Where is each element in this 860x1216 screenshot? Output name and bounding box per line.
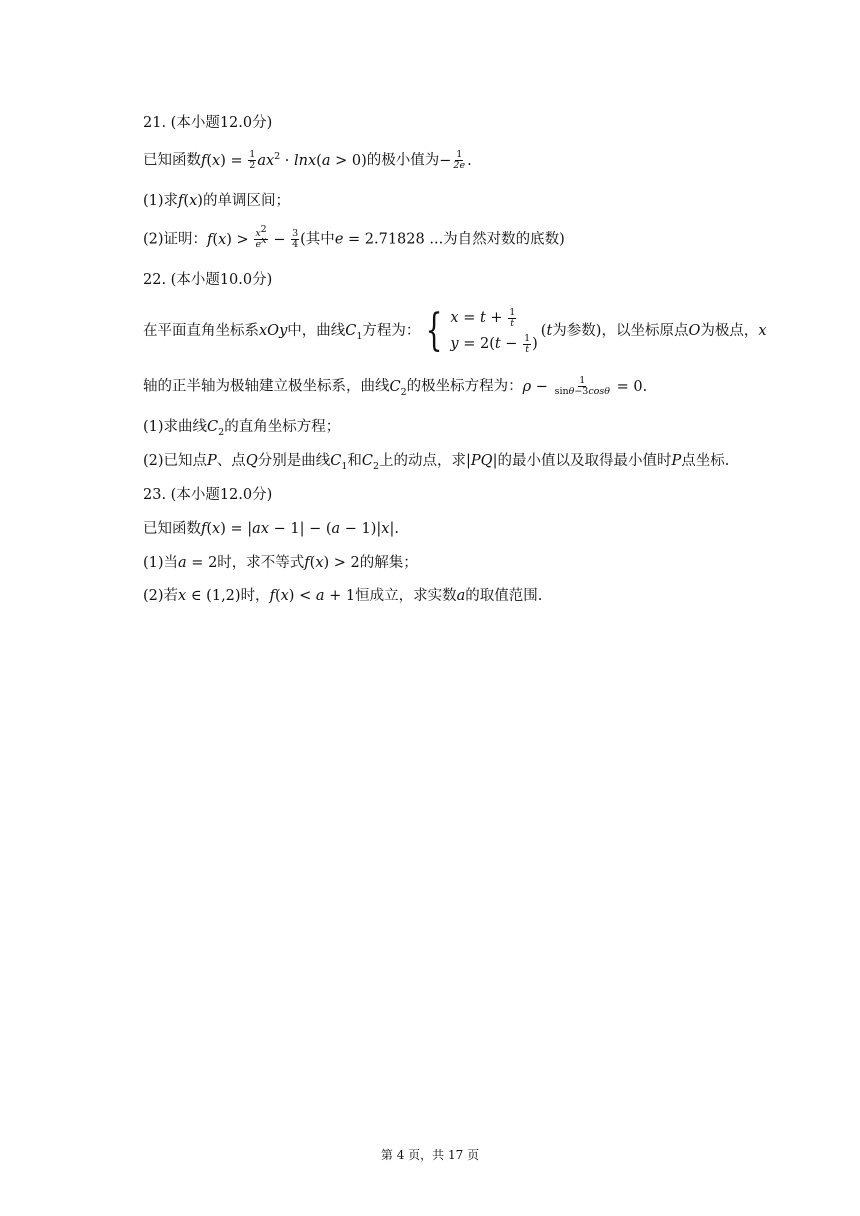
q21-part2: (2)证明：f(x) > $\frac{x^2}{e^x}$ − $\frac{3}{4}$ (其中e = 2.71828 ...为自然对数的底数) [143,223,565,250]
q23-part1: (1)当a = 2时，求不等式f(x) > 2的解集； [143,555,418,571]
q22-line1: 在平面直角坐标系xOy中，曲线$C_1$方程为： { x = t + $\frac{1}{t}$ y = 2(t − $\frac{1}{t}$ ) (t为参数)，以坐标原点O为极点，x [143,305,767,356]
q21-heading: 21. (本小题12.0分) [143,115,273,131]
q22-part1: (1)求曲线$C_2$的直角坐标方程； [143,419,341,438]
page-footer: 第 4 页，共 17 页 [380,1148,480,1162]
q21-min-value: − $\frac{1}{2e}$ . [439,149,472,171]
q22-heading: 22. (本小题10.0分) [143,272,273,288]
q23-intro: 已知函数f(x) = |ax − 1| − (a − 1)|x|. [143,521,399,537]
q22-parametric-system: { x = t + $\frac{1}{t}$ y = 2(t − $\frac{1}{t}$ ) [426,305,538,356]
q21-intro: 已知函数f(x) = $\frac{1}{2}$ $ax^2 \cdot \ln x(a > 0)$的极小值为− $\frac{1}{2e}$ . [143,149,472,171]
q22-part2: (2)已知点P、点Q分别是曲线$C_1$和$C_2$上的动点，求|PQ|的最小值以及取得最小值时P点坐标. [143,453,730,472]
q21-function-expression: f(x) = $\frac{1}{2}$ $ax^2 \cdot \ln x(a > 0)$ [201,149,367,171]
q22-line2: 轴的正半轴为极轴建立极坐标系，曲线$C_2$的极坐标方程为：ρ − $\frac{1}{\sin\theta-3\cos\theta}$ = 0. [143,375,648,398]
q21-inequality: f(x) > $\frac{x^2}{e^x}$ − $\frac{3}{4}$ [207,223,299,250]
q22-polar-equation: ρ − $\frac{1}{\sin\theta-3\cos\theta}$ = 0. [522,375,648,397]
q23-heading: 23. (本小题12.0分) [143,487,273,503]
q23-part2: (2)若x ∈ (1,2)时，f(x) < a + 1恒成立，求实数a的取值范围. [143,588,543,604]
q21-part1: (1)求f(x)的单调区间； [143,193,290,209]
q23-function-expression: f(x) = |ax − 1| − (a − 1)|x|. [201,521,399,537]
